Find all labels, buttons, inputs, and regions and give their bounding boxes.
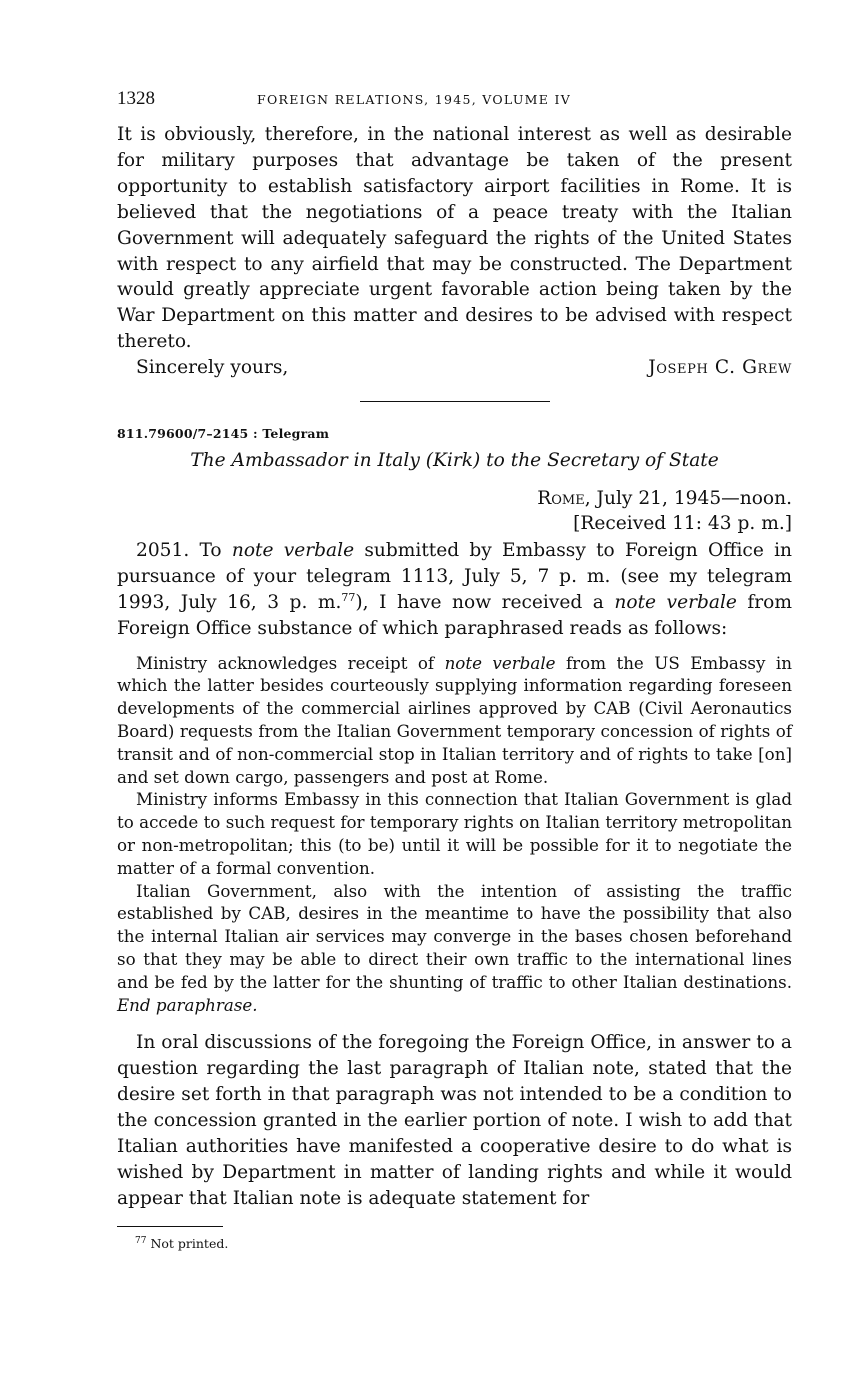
paraphrase-block	[117, 652, 792, 1017]
footnote-text: Not printed.	[150, 1235, 229, 1251]
italic-term: End paraphrase.	[117, 994, 258, 1015]
text-run: ), I have now received a	[355, 591, 615, 613]
dateline-place: Rome	[537, 488, 585, 510]
paraphrase-paragraph-3	[117, 880, 792, 1017]
paraphrase-paragraph-2: Ministry informs Embassy in this connection that Italian Government is glad to accede to such request for temporary rights on Italian territory metropolitan or non-metropolitan; this (to be) until it will be possible for it to negotiate the matter of a formal convention.	[117, 789, 792, 878]
dateline-date: , July 21, 1945—noon.	[584, 488, 792, 510]
signer-name: Joseph C. Grew	[648, 357, 792, 379]
text-run: from Foreign Office substance of which paraphrased reads as follows:	[117, 591, 793, 639]
italic-term: note verbale	[231, 540, 355, 562]
received-line: [Received 11: 43 p. m.]	[573, 513, 792, 535]
telegram-paragraph-1	[117, 538, 792, 642]
salutation: Sincerely yours,	[136, 357, 289, 379]
italic-term: note verbale	[444, 652, 556, 673]
file-number: 811.79600/7–2145 : Telegram	[117, 426, 330, 442]
letter-closing-paragraph: It is obviously, therefore, in the national interest as well as desirable for military purposes that advantage be taken of the present opportunity to establish satisfactory airport facilities in Rome. It is believed that the negotiations of a peace treaty with the Italian Government will adequately safeguard the rights of the United States with respect to any airfield that may be constructed. The Department would greatly appreciate urgent favorable action being taken by the War Department on this matter and desires to be advised with respect thereto.	[117, 124, 792, 353]
document-page	[117, 88, 792, 1253]
text-run: Ministry acknowledges receipt of	[136, 652, 445, 673]
footnote	[117, 1235, 792, 1253]
text-run: Italian Government, also with the intention of assisting the traffic established by CAB, desires in the meantime to have the possibility that also the internal Italian air services may converge in the bases chosen beforehand so that they may be able to direct their own traffic to the international lines and be fed by the latter for the shunting of traffic to other Italian destinations.	[117, 880, 792, 992]
telegram-paragraph-2: In oral discussions of the foregoing the Foreign Office, in answer to a question regarding the last paragraph of Italian note, stated that the desire set forth in that paragraph was not intended to be a condition to the concession granted in the earlier portion of note. I wish to add that Italian authorities have manifested a cooperative desire to do what is wished by Department in matter of landing rights and while it would appear that Italian note is adequate statement for	[117, 1032, 792, 1209]
page-number: 1328	[117, 88, 155, 109]
paraphrase-paragraph-1	[117, 652, 792, 789]
letter-signature-row	[117, 355, 792, 381]
footnote-reference: 77	[341, 590, 356, 604]
text-run: 2051. To	[136, 540, 232, 562]
italic-term: note verbale	[614, 591, 737, 613]
document-heading: The Ambassador in Italy (Kirk) to the Secretary of State	[190, 450, 719, 472]
footnote-divider	[117, 1226, 223, 1227]
section-divider	[360, 401, 550, 402]
footnote-mark: 77	[135, 1235, 147, 1246]
text-run: submitted by Embassy to Foreign Office in pursuance of your telegram 1113, July 5, 7 p. m. (see my telegram 1993, July 16, 3 p. m.	[117, 540, 792, 613]
running-title: FOREIGN RELATIONS, 1945, VOLUME IV	[257, 92, 572, 107]
running-head	[117, 88, 792, 116]
dateline	[117, 486, 792, 511]
text-run: from the US Embassy in which the latter besides courteously supplying information regarding foreseen developments of the commercial airlines approved by CAB (Civil Aeronautics Board) requests from the Italian Government temporary concession of rights of transit and of non-commercial stop in Italian territory and of rights to take [on] and set down cargo, passengers and post at Rome.	[117, 652, 792, 787]
